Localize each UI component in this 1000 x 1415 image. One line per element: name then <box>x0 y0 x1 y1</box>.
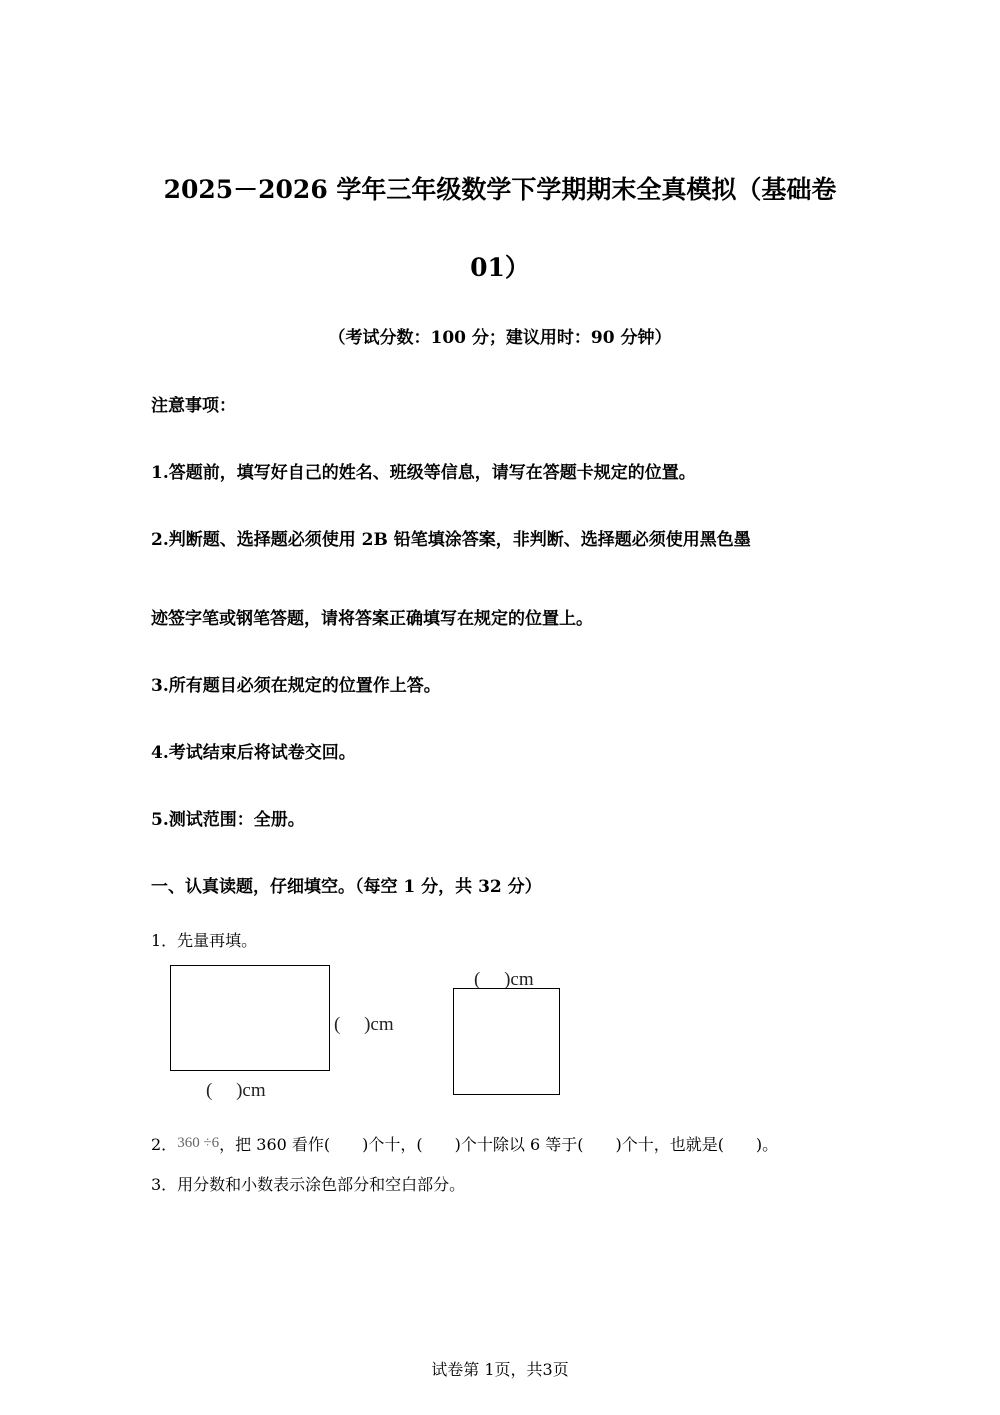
notice-item: 4.考试结束后将试卷交回。 <box>151 743 356 763</box>
rectangle-figure <box>170 965 330 1071</box>
notice-item: 5.测试范围：全册。 <box>151 810 305 830</box>
exam-title-line2: 01） <box>470 253 530 282</box>
section-heading: 一、认真读题，仔细填空。（每空 1 分，共 32 分） <box>151 877 542 897</box>
question-3: 3．用分数和小数表示涂色部分和空白部分。 <box>151 1175 466 1194</box>
square-figure <box>453 988 560 1095</box>
question-2-text: ，把 360 看作( )个十，( )个十除以 6 等于( )个十，也就是( )。 <box>219 1135 779 1154</box>
page-footer: 试卷第 1页，共3页 <box>431 1360 569 1379</box>
notice-item: 迹签字笔或钢笔答题，请将答案正确填写在规定的位置上。 <box>151 609 593 629</box>
notice-item: 1.答题前，填写好自己的姓名、班级等信息，请写在答题卡规定的位置。 <box>151 463 696 483</box>
division-expression: 360 ÷6 <box>177 1135 220 1151</box>
question-2 <box>151 1132 778 1155</box>
rectangle-height-blank: ( )cm <box>334 1014 394 1035</box>
exam-subtitle: （考试分数：100 分；建议用时：90 分钟） <box>328 328 672 348</box>
notice-item: 3.所有题目必须在规定的位置作上答。 <box>151 676 441 696</box>
notice-item: 2.判断题、选择题必须使用 2B 铅笔填涂答案，非判断、选择题必须使用黑色墨 <box>151 530 751 550</box>
square-side-blank: ( )cm <box>474 969 534 990</box>
rectangle-width-blank: ( )cm <box>206 1080 266 1101</box>
question-2-number: 2． <box>151 1135 178 1154</box>
exam-title-line1: 2025－2026 学年三年级数学下学期期末全真模拟（基础卷 <box>163 175 837 204</box>
question-1: 1．先量再填。 <box>151 931 258 950</box>
notice-heading: 注意事项： <box>151 396 236 416</box>
